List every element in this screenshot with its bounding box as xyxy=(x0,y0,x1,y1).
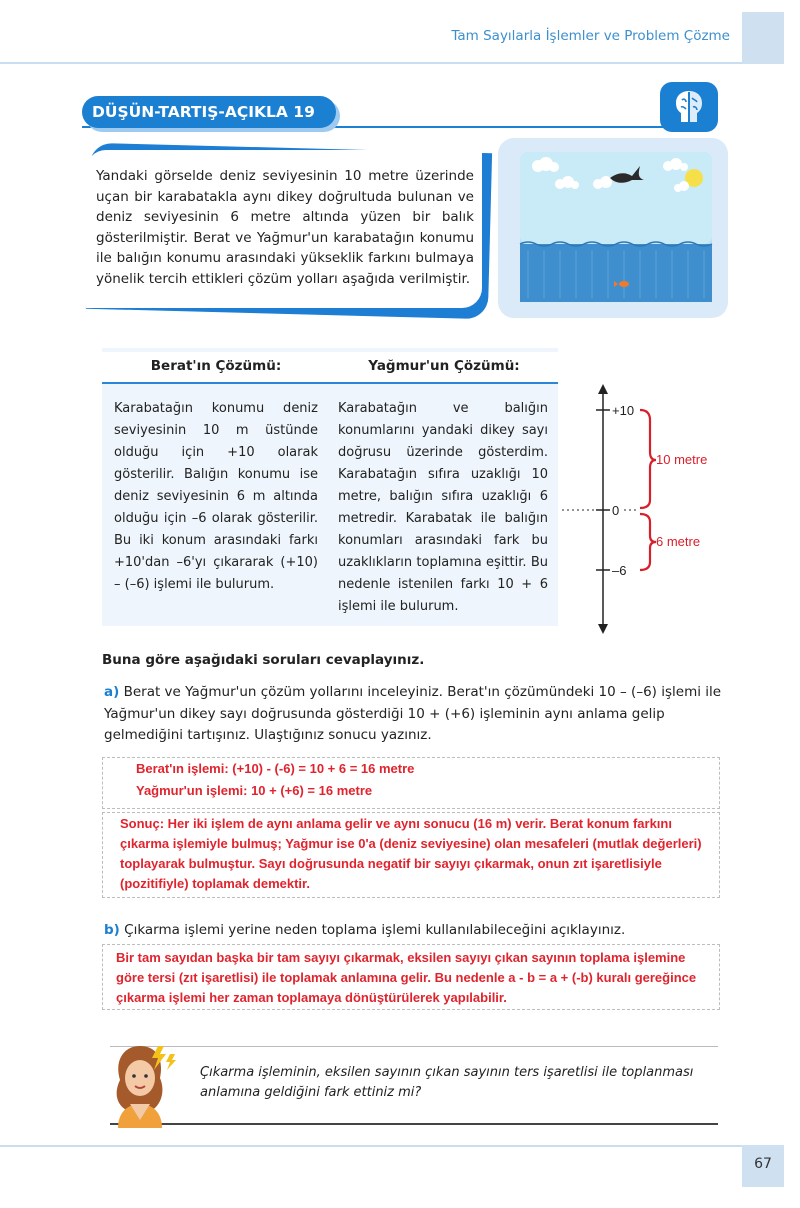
answer-b-text: Bir tam sayıdan başka bir tam sayıyı çıkarmak, eksilen sayıyı çıkan sayının toplama işlemine göre tersi (zıt işaretlisi) ile toplamak anlamına gelir. Bu nedenle a - b = a + (-b) kuralı gereğince çıkarma işlemi her zaman toplamaya dönüştürülerek yapılabilir. xyxy=(116,950,697,1005)
footer-rule xyxy=(0,1145,742,1147)
question-a-text: Berat ve Yağmur'un çözüm yollarını inceleyiniz. Berat'ın çözümündeki 10 – (–6) işlemi ile Yağmur'un dikey sayı doğrusunda gösterdiği 10 + (+6) işleminin aynı anlama gelip gelmediğini tartışınız. Ulaştığınız sonucu yazınız. xyxy=(104,684,722,743)
question-b-letter: b) xyxy=(104,922,120,938)
brace-label-10-metre: 10 metre xyxy=(656,452,708,467)
questions-heading: Buna göre aşağıdaki soruları cevaplayınız. xyxy=(102,652,425,668)
sea-scene-illustration xyxy=(498,138,728,318)
vertical-number-line xyxy=(560,380,740,640)
section-banner: DÜŞÜN-TARTIŞ-AÇIKLA 19 xyxy=(82,96,336,128)
header-rule xyxy=(0,62,742,64)
lower-brace xyxy=(640,514,656,570)
brace-label-6-metre: 6 metre xyxy=(656,534,701,549)
answer-a-line-1: Berat'ın işlemi: (+10) - (-6) = 10 + 6 = 16 metre xyxy=(136,761,415,776)
tick-label-zero: 0 xyxy=(612,503,620,518)
page-number: 67 xyxy=(754,1156,772,1172)
tick-label-minus6: –6 xyxy=(612,563,627,578)
fish-icon xyxy=(619,281,629,287)
yagmur-solution-text: Karabatağın ve balığın konumlarını yandaki dikey sayı doğrusu üzerinde gösterdim. Karabatağın sıfıra uzaklığı 10 metre, balığın sıfıra uzaklığı 6 metredir. Karabatak ile balığın konumları arasındaki fark bu uzaklıkların toplamına eşittir. Bu nedenle istenilen farkı 10 + 6 işlemi ile bulurum. xyxy=(338,401,548,614)
answer-a-conclusion: Sonuç: Her iki işlem de aynı anlama gelir ve aynı sonucu (16 m) verir. Berat konum farkını çıkarma işlemiyle bulmuş; Yağmur ise 0'a (deniz seviyesine) olan mesafeleri (mutlak değerleri) toplayarak bulmuştur. Sayı doğrusunda negatif bir sayıyı çıkarmak, onun zıt işaretlisiyle (pozitifiyle) toplamak demektir. xyxy=(120,816,702,891)
answer-a-line-2: Yağmur'un işlemi: 10 + (+6) = 16 metre xyxy=(136,783,373,798)
yagmur-solution-title: Yağmur'un Çözümü: xyxy=(368,358,520,374)
berat-solution-title: Berat'ın Çözümü: xyxy=(150,358,282,374)
note-text: Çıkarma işleminin, eksilen sayının çıkan sayının ters işaretlisi ile toplanması anlamına geldiğini fark ettiniz mi? xyxy=(200,1065,694,1100)
question-a-letter: a) xyxy=(104,684,120,700)
thinking-girl-icon xyxy=(100,1040,184,1128)
chapter-title: Tam Sayılarla İşlemler ve Problem Çözme xyxy=(451,28,730,44)
upper-brace xyxy=(640,410,656,508)
answer-a-operations xyxy=(136,758,414,802)
brain-icon xyxy=(660,82,718,132)
berat-solution-text: Karabatağın konumu deniz seviyesinin 10 m üstünde olduğu için +10 olarak gösterilir. Balığın konumu ise deniz seviyesinin 6 m altında olduğu için –6 olarak gösterilir. Bu iki konum arasındaki farkı +10'dan –6'yı çıkararak (+10) – (–6) işlemi ile bulurum. xyxy=(114,401,318,592)
note-bottom-rule xyxy=(110,1123,718,1125)
question-b xyxy=(104,920,722,942)
tick-label-plus10: +10 xyxy=(612,403,635,418)
header-tab xyxy=(742,12,784,64)
question-a xyxy=(104,682,722,747)
question-b-text: Çıkarma işlemi yerine neden toplama işlemi kullanılabileceğini açıklayınız. xyxy=(124,922,626,938)
intro-text: Yandaki görselde deniz seviyesinin 10 metre üzerinde uçan bir karabatakla aynı dikey doğrultuda bulunan ve deniz seviyesinin 6 metre altında yüzen bir balık gösterilmiştir. Berat ve Yağmur'un karabatağın konumu ile balığın konumu arasındaki yükseklik farkını bulmaya yönelik tercih ettikleri çözüm yolları aşağıda verilmiştir. xyxy=(96,168,474,287)
note-top-rule xyxy=(110,1046,718,1047)
